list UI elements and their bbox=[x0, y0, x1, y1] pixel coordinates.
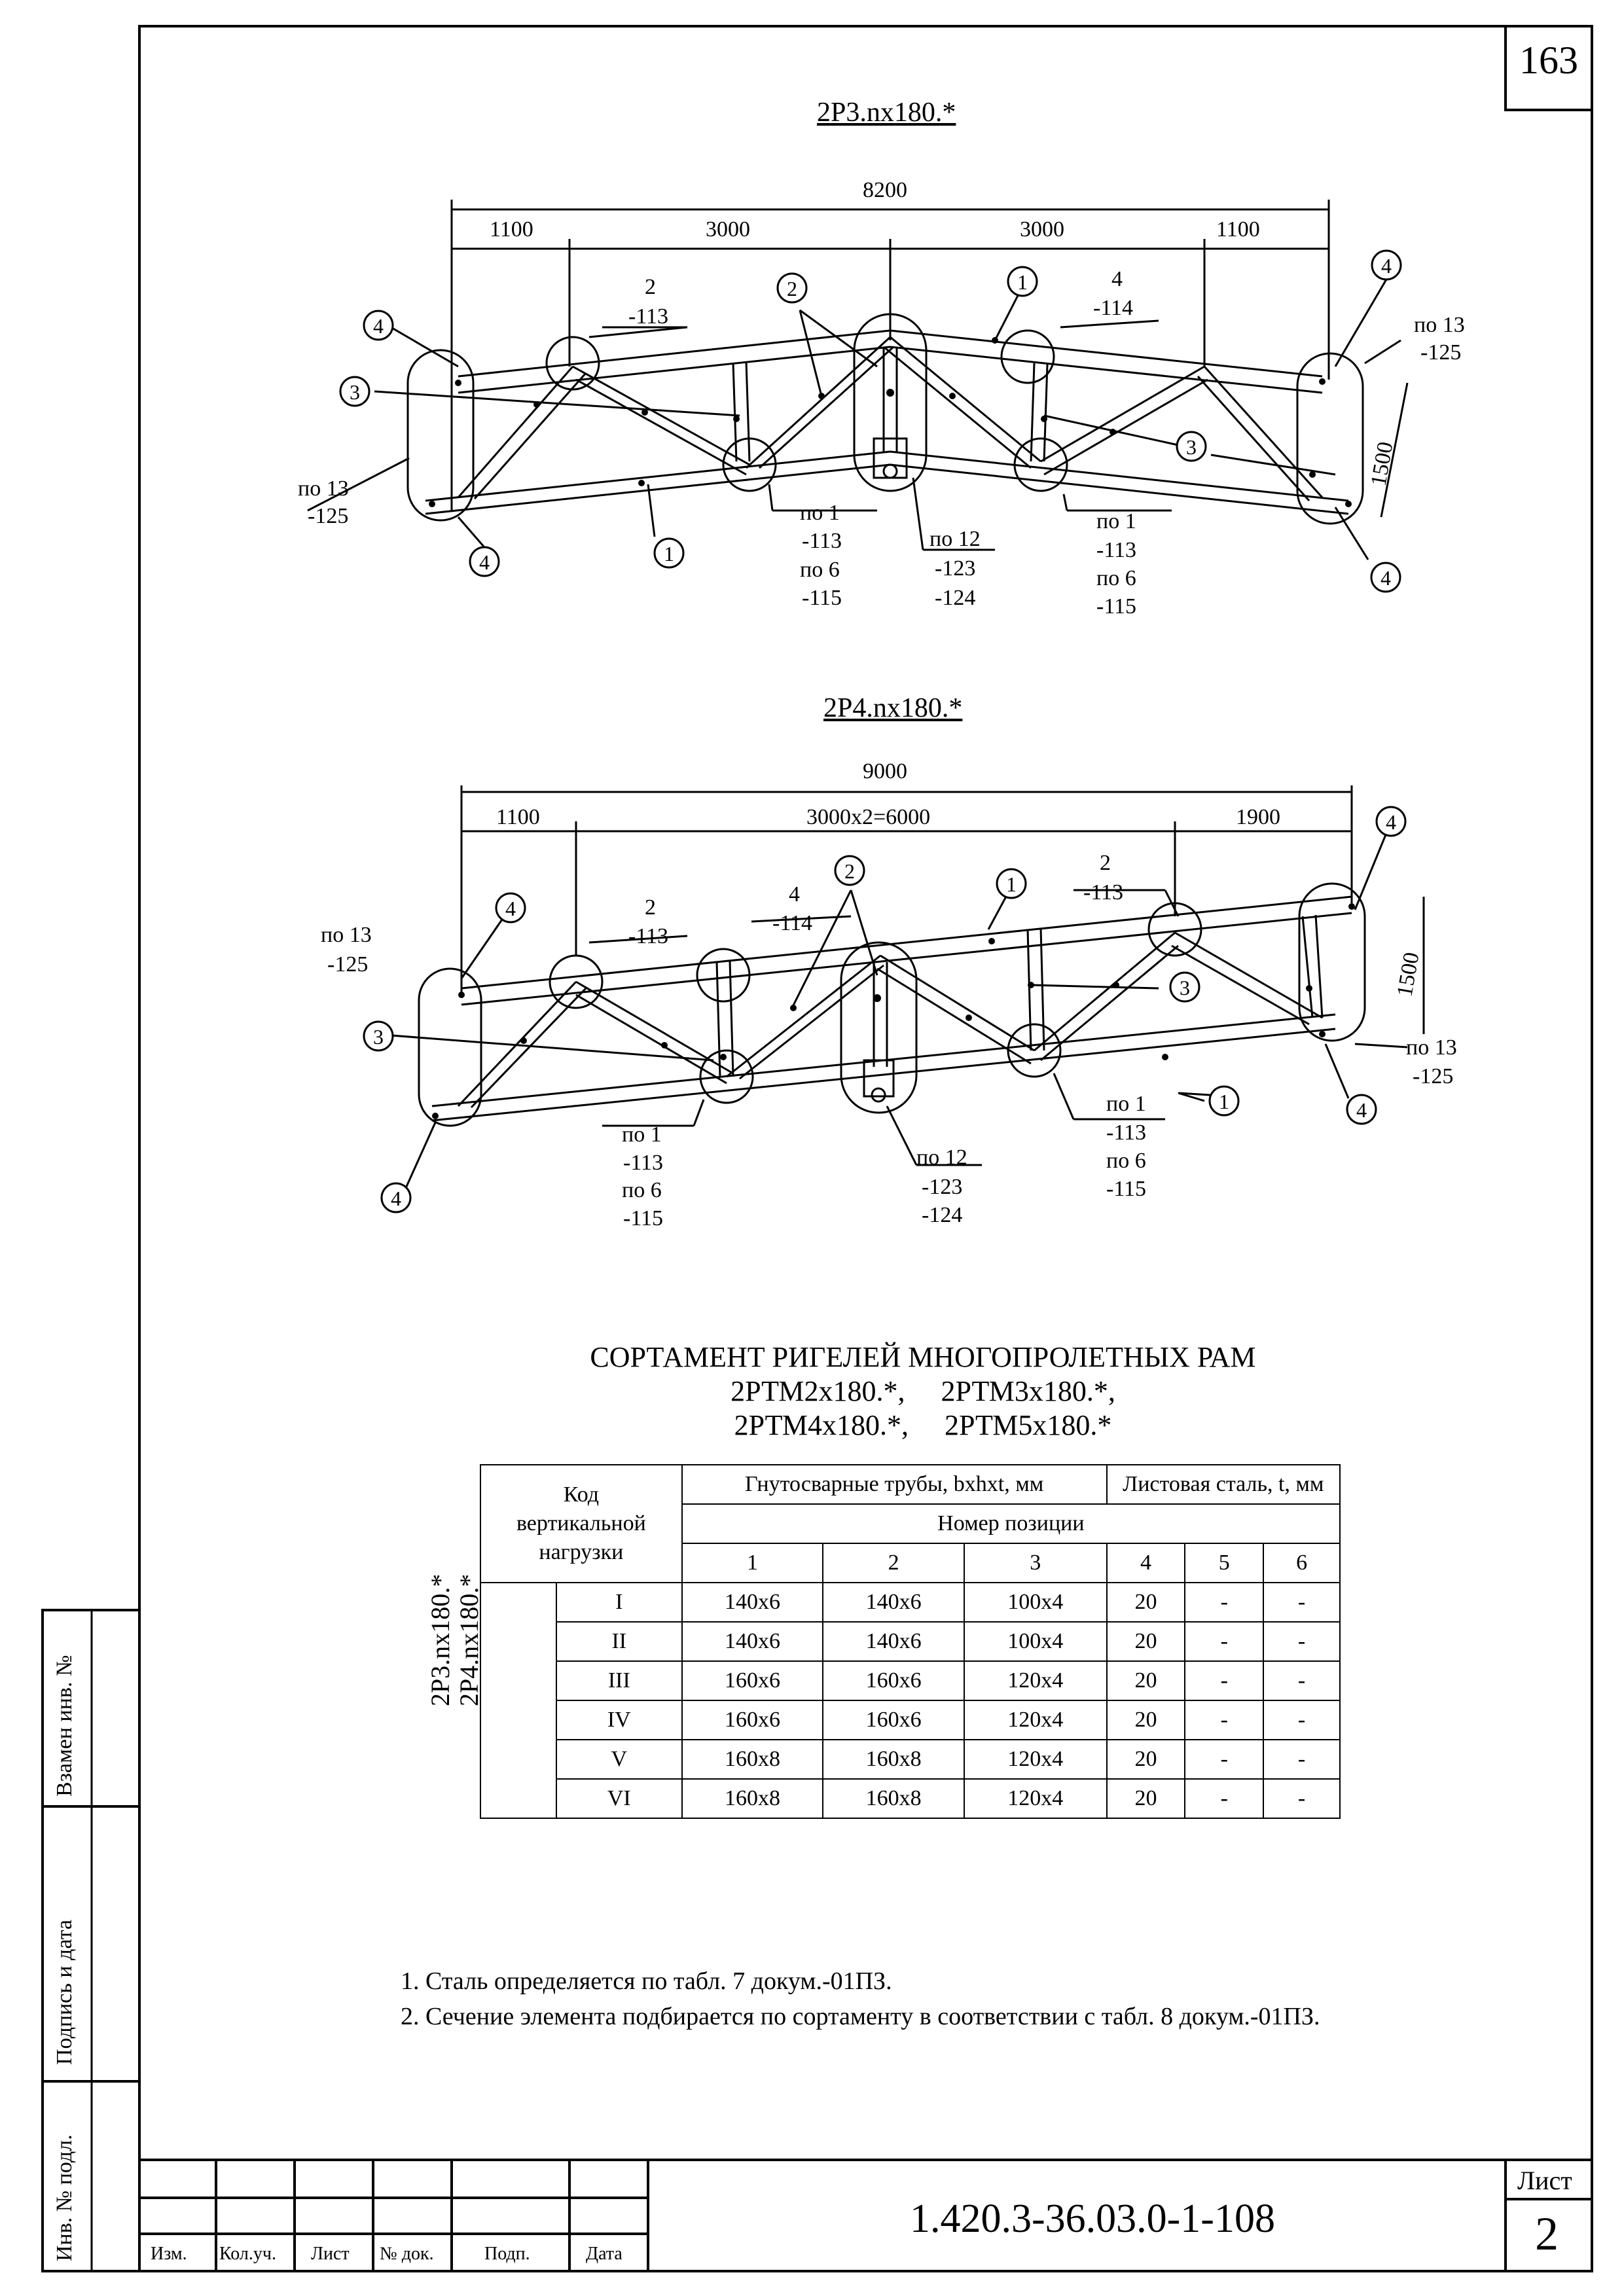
table-cell: - bbox=[1185, 1740, 1263, 1779]
side-label-inv: Инв. № подл. bbox=[52, 2134, 77, 2261]
table-cell: - bbox=[1263, 1583, 1340, 1622]
truss2-label: -123 bbox=[922, 1175, 963, 1199]
truss2-label: по 13 bbox=[321, 923, 372, 947]
note-1: 1. Сталь определяется по табл. 7 докум.-01ПЗ. bbox=[401, 1967, 892, 1995]
stamp-sheet-label: Лист bbox=[1517, 2166, 1572, 2195]
table-cell: - bbox=[1185, 1779, 1263, 1818]
truss2-label: по 1 bbox=[1106, 1092, 1146, 1116]
truss2-callout: 1 bbox=[1219, 1090, 1229, 1113]
truss1-label: по 6 bbox=[1096, 566, 1136, 590]
stamp-col-sign: Подп. bbox=[484, 2244, 530, 2264]
truss1-title: 2Р3.nх180.* bbox=[817, 98, 956, 128]
table-cell: 20 bbox=[1107, 1661, 1185, 1700]
truss1-label: по 12 bbox=[929, 527, 981, 551]
sheet-header: Листовая сталь, t, мм bbox=[1107, 1465, 1340, 1504]
note-2: 2. Сечение элемента подбирается по сортаменту в соответствии с табл. 8 докум.-01ПЗ. bbox=[401, 2003, 1320, 2030]
stamp-col-kolvo: Кол.уч. bbox=[219, 2244, 276, 2264]
truss1-dim-2: 3000 bbox=[706, 217, 750, 242]
side-label-sign: Подпись и дата bbox=[52, 1920, 77, 2065]
truss1-label: -114 bbox=[1093, 296, 1134, 320]
table-cell: - bbox=[1263, 1622, 1340, 1661]
stamp-col-date: Дата bbox=[586, 2244, 623, 2264]
truss2-callout: 1 bbox=[1006, 872, 1017, 896]
truss2-dim-height: 1500 bbox=[1392, 950, 1424, 999]
truss2-label: -113 bbox=[1083, 880, 1124, 905]
table-cell: 100х4 bbox=[964, 1583, 1107, 1622]
truss1-callout: 4 bbox=[1381, 254, 1392, 278]
sheet-number-top: 163 bbox=[1519, 39, 1578, 82]
table-cell: 20 bbox=[1107, 1740, 1185, 1779]
table-cell: 120х4 bbox=[964, 1779, 1107, 1818]
stamp-sheet-value: 2 bbox=[1535, 2208, 1559, 2260]
stamp-col-list: Лист bbox=[311, 2244, 350, 2264]
truss2-label: по 13 bbox=[1406, 1035, 1457, 1060]
truss1-label: -123 bbox=[935, 556, 976, 581]
table-cell: 160х6 bbox=[682, 1700, 823, 1740]
table-cell: 160х8 bbox=[823, 1740, 964, 1779]
stamp-doc-code: 1.420.3-36.03.0-1-108 bbox=[910, 2197, 1275, 2241]
truss1-label: по 1 bbox=[800, 501, 840, 525]
truss2-label: 2 bbox=[645, 895, 656, 920]
side-label-replace: Взамен инв. № bbox=[52, 1655, 77, 1797]
truss2-label: -125 bbox=[1413, 1064, 1454, 1088]
table-cell: - bbox=[1185, 1583, 1263, 1622]
truss2-title: 2Р4.nх180.* bbox=[823, 693, 963, 723]
truss1-label: -113 bbox=[802, 529, 842, 553]
truss2-label: -113 bbox=[628, 924, 669, 948]
truss1-dim-total: 8200 bbox=[863, 178, 907, 202]
position-number: 1 bbox=[682, 1543, 823, 1583]
truss2-callout: 2 bbox=[844, 859, 855, 883]
truss1-label: по 13 bbox=[298, 476, 349, 501]
truss1-label: -115 bbox=[802, 586, 842, 610]
table-cell: 100х4 bbox=[964, 1622, 1107, 1661]
table-cell: 20 bbox=[1107, 1700, 1185, 1740]
table-cell: 140х6 bbox=[823, 1622, 964, 1661]
table-cell: - bbox=[1185, 1622, 1263, 1661]
load-code: II bbox=[556, 1622, 682, 1661]
table-cell: - bbox=[1263, 1740, 1340, 1779]
table-cell: 120х4 bbox=[964, 1661, 1107, 1700]
truss1-callout: 1 bbox=[1017, 270, 1028, 294]
truss2-label: по 1 bbox=[622, 1122, 662, 1147]
position-header: Номер позиции bbox=[682, 1504, 1340, 1543]
truss1-label: -125 bbox=[308, 504, 349, 528]
truss2-label: -115 bbox=[1106, 1177, 1147, 1201]
truss1-dim-3: 3000 bbox=[1020, 217, 1064, 242]
truss2-label: по 6 bbox=[1106, 1149, 1146, 1173]
table-cell: - bbox=[1263, 1779, 1340, 1818]
truss2-label: 2 bbox=[1100, 851, 1111, 875]
truss2-callout: 4 bbox=[391, 1187, 401, 1210]
table-title-line2: 2РТМ2х180.*, 2РТМ3х180.*, bbox=[731, 1375, 1115, 1407]
stamp-col-doc: № док. bbox=[380, 2244, 434, 2264]
truss2-label: -124 bbox=[922, 1203, 963, 1227]
table-cell: 20 bbox=[1107, 1622, 1185, 1661]
table-cell: 160х6 bbox=[682, 1661, 823, 1700]
table-cell: 160х8 bbox=[823, 1779, 964, 1818]
truss2-label: -113 bbox=[1106, 1121, 1147, 1145]
stamp-col-izm: Изм. bbox=[151, 2244, 187, 2264]
table-cell: 120х4 bbox=[964, 1740, 1107, 1779]
truss2-label: -114 bbox=[772, 911, 813, 935]
truss1-label: по 13 bbox=[1414, 313, 1465, 337]
truss1-label: -124 bbox=[935, 586, 976, 610]
table-cell: - bbox=[1263, 1700, 1340, 1740]
load-code: IV bbox=[556, 1700, 682, 1740]
table-cell: 140х6 bbox=[682, 1583, 823, 1622]
table-cell: - bbox=[1185, 1661, 1263, 1700]
truss1-label: -113 bbox=[1096, 538, 1137, 562]
table-cell: 20 bbox=[1107, 1583, 1185, 1622]
pipes-header: Гнутосварные трубы, bxhxt, мм bbox=[682, 1465, 1107, 1504]
truss1-callout: 4 bbox=[1380, 566, 1391, 590]
load-code: III bbox=[556, 1661, 682, 1700]
table-title-line1: СОРТАМЕНТ РИГЕЛЕЙ МНОГОПРОЛЕТНЫХ РАМ bbox=[590, 1341, 1256, 1373]
truss2-callout: 4 bbox=[505, 897, 516, 920]
truss2-label: -125 bbox=[327, 952, 369, 977]
truss2-callout: 4 bbox=[1386, 810, 1396, 834]
truss1-label: -113 bbox=[628, 304, 669, 329]
truss1-dim-4: 1100 bbox=[1216, 217, 1260, 242]
truss1-callout: 3 bbox=[350, 380, 360, 404]
group-label-2: 2Р4.nх180.* bbox=[454, 1573, 484, 1706]
truss1-label: -125 bbox=[1420, 340, 1462, 365]
truss2-callout: 3 bbox=[1180, 976, 1190, 999]
truss2-label: -113 bbox=[623, 1151, 664, 1175]
load-code: I bbox=[556, 1583, 682, 1622]
truss1-callout: 3 bbox=[1186, 435, 1197, 459]
truss1-callout: 4 bbox=[373, 314, 384, 338]
position-number: 4 bbox=[1107, 1543, 1185, 1583]
group-label-1: 2Р3.nх180.* bbox=[425, 1573, 455, 1706]
table-cell: 160х6 bbox=[823, 1661, 964, 1700]
truss2-label: по 12 bbox=[916, 1145, 967, 1170]
truss2-callout: 4 bbox=[1356, 1098, 1367, 1122]
truss1-label: 2 bbox=[645, 275, 656, 299]
truss1-label: по 6 bbox=[800, 558, 840, 582]
truss1-label: -115 bbox=[1096, 594, 1137, 619]
truss1-label: 4 bbox=[1111, 267, 1123, 291]
truss1-callout: 2 bbox=[787, 277, 797, 300]
position-number: 2 bbox=[823, 1543, 964, 1583]
table-cell: - bbox=[1263, 1661, 1340, 1700]
table-cell: 140х6 bbox=[823, 1583, 964, 1622]
truss2-dim-1: 1100 bbox=[496, 805, 540, 829]
truss2-dim-total: 9000 bbox=[863, 759, 907, 783]
load-code: V bbox=[556, 1740, 682, 1779]
table-cell: 160х8 bbox=[682, 1740, 823, 1779]
truss2-dim-2: 3000х2=6000 bbox=[806, 805, 931, 829]
truss1-callout: 1 bbox=[664, 542, 674, 565]
truss2-dim-3: 1900 bbox=[1236, 805, 1280, 829]
table-cell: 120х4 bbox=[964, 1700, 1107, 1740]
code-header: Код вертикальной нагрузки bbox=[480, 1465, 682, 1583]
table-cell: 140х6 bbox=[682, 1622, 823, 1661]
position-number: 3 bbox=[964, 1543, 1107, 1583]
truss1-dim-height: 1500 bbox=[1366, 440, 1398, 488]
truss2-label: по 6 bbox=[622, 1178, 662, 1202]
table-title-line3: 2РТМ4х180.*, 2РТМ5х180.* bbox=[734, 1409, 1112, 1441]
position-number: 6 bbox=[1263, 1543, 1340, 1583]
position-number: 5 bbox=[1185, 1543, 1263, 1583]
truss1-callout: 4 bbox=[479, 550, 490, 574]
truss1-label: по 1 bbox=[1096, 509, 1136, 533]
load-code: VI bbox=[556, 1779, 682, 1818]
truss2-callout: 3 bbox=[373, 1025, 384, 1049]
table-cell: - bbox=[1185, 1700, 1263, 1740]
truss2-label: -115 bbox=[623, 1206, 664, 1230]
table-cell: 20 bbox=[1107, 1779, 1185, 1818]
truss1-dim-1: 1100 bbox=[490, 217, 533, 242]
truss2-label: 4 bbox=[789, 882, 800, 906]
table-cell: 160х8 bbox=[682, 1779, 823, 1818]
table-cell: 160х6 bbox=[823, 1700, 964, 1740]
